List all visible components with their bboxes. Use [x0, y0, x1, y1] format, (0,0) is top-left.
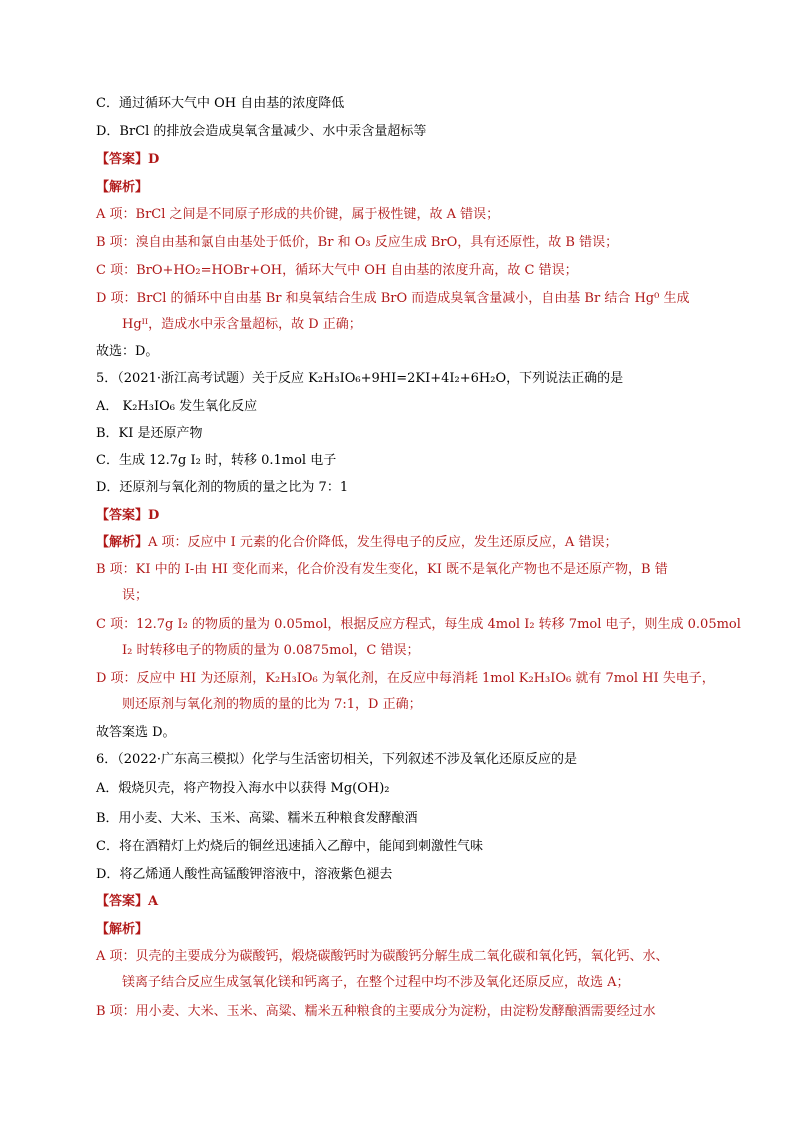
q4-option-c: C．通过循环大气中 OH 自由基的浓度降低 [96, 96, 345, 111]
q6-option-b: B．用小麦、大米、玉米、高粱、糯米五种粮食发酵酿酒 [96, 811, 418, 826]
q5-option-c: C．生成 12.7g I₂ 时，转移 0.1mol 电子 [96, 453, 337, 468]
q6-analysis-a-line2: 镁离子结合反应生成氢氧化镁和钙离子，在整个过程中均不涉及氧化还原反应，故选 A； [122, 975, 630, 990]
q4-analysis-label: 【解析】 [96, 180, 149, 195]
q5-option-b: B．KI 是还原产物 [96, 426, 203, 441]
q6-option-a: A．煅烧贝壳，将产物投入海水中以获得 Mg(OH)₂ [96, 781, 390, 796]
q5-option-d: D．还原剂与氧化剂的物质的量之比为 7：1 [96, 480, 349, 495]
q6-analysis-label: 【解析】 [96, 922, 149, 937]
q5-analysis-a: A 项：反应中 I 元素的化合价降低，发生得电子的反应，发生还原反应，A 错误； [148, 535, 618, 550]
q5-answer: 【答案】D [96, 508, 160, 523]
q4-analysis-a: A 项：BrCl 之间是不同原子形成的共价键，属于极性键，故 A 错误； [96, 207, 500, 222]
q4-analysis-b: B 项：溴自由基和氯自由基处于低价，Br 和 O₃ 反应生成 BrO，具有还原性，故 B 错误； [96, 235, 619, 250]
q5-analysis-b-line1: B 项：KI 中的 I-由 HI 变化而来，化合价没有发生变化，KI 既不是氧化产物也不是还原产物，B 错 [96, 562, 668, 577]
q5-conclusion: 故答案选 D。 [96, 725, 176, 740]
q6-answer: 【答案】A [96, 894, 159, 909]
q5-analysis-b-line2: 误； [122, 588, 149, 603]
q4-option-d: D．BrCl 的排放会造成臭氧含量减少、水中汞含量超标等 [96, 124, 427, 139]
q6-analysis-b-line1: B 项：用小麦、大米、玉米、高粱、糯米五种粮食的主要成分为淀粉，由淀粉发酵酿酒需要经过水 [96, 1004, 656, 1019]
q5-analysis-a-row [96, 534, 716, 552]
q5-analysis-d-line2: 则还原剂与氧化剂的物质的量的比为 7:1，D 正确； [122, 697, 422, 712]
q5-option-a: A． K₂H₃IO₆ 发生氧化反应 [96, 399, 258, 414]
q4-analysis-c: C 项：BrO+HO₂=HOBr+OH，循环大气中 OH 自由基的浓度升高，故 C 错误； [96, 263, 578, 278]
q4-analysis-d-line1: D 项：BrCl 的循环中自由基 Br 和臭氧结合生成 BrO 而造成臭氧含量减小，自由基 Br 结合 Hg⁰ 生成 [96, 291, 690, 306]
q4-answer: 【答案】D [96, 152, 160, 167]
q5-analysis-label: 【解析】 [96, 535, 149, 550]
q6-option-d: D．将乙烯通人酸性高锰酸钾溶液中，溶液紫色褪去 [96, 867, 393, 882]
q4-conclusion: 故选：D。 [96, 344, 159, 359]
q5-analysis-c-line2: I₂ 时转移电子的物质的量为 0.0875mol，C 错误； [122, 643, 420, 658]
q5-analysis-d-line1: D 项：反应中 HI 为还原剂，K₂H₃IO₆ 为氧化剂，在反应中每消耗 1mol K₂H₃IO₆ 就有 7mol HI 失电子， [96, 671, 715, 686]
q5-stem: 5．（2021·浙江高考试题）关于反应 K₂H₃IO₆+9HI=2KI+4I₂+6H₂O，下列说法正确的是 [96, 371, 624, 386]
q6-analysis-a-line1: A 项：贝壳的主要成分为碳酸钙，煅烧碳酸钙时为碳酸钙分解生成二氧化碳和氧化钙，氧化钙、水、 [96, 949, 669, 964]
q6-option-c: C．将在酒精灯上灼烧后的铜丝迅速插入乙醇中，能闻到刺激性气味 [96, 839, 483, 854]
q4-analysis-d-line2: Hgᴵᴵ，造成水中汞含量超标，故 D 正确； [122, 317, 362, 332]
q5-analysis-c-line1: C 项：12.7g I₂ 的物质的量为 0.05mol，根据反应方程式，每生成 4mol I₂ 转移 7mol 电子，则生成 0.05mol [96, 617, 741, 632]
q6-stem: 6．（2022·广东高三模拟）化学与生活密切相关，下列叙述不涉及氧化还原反应的是 [96, 752, 577, 767]
